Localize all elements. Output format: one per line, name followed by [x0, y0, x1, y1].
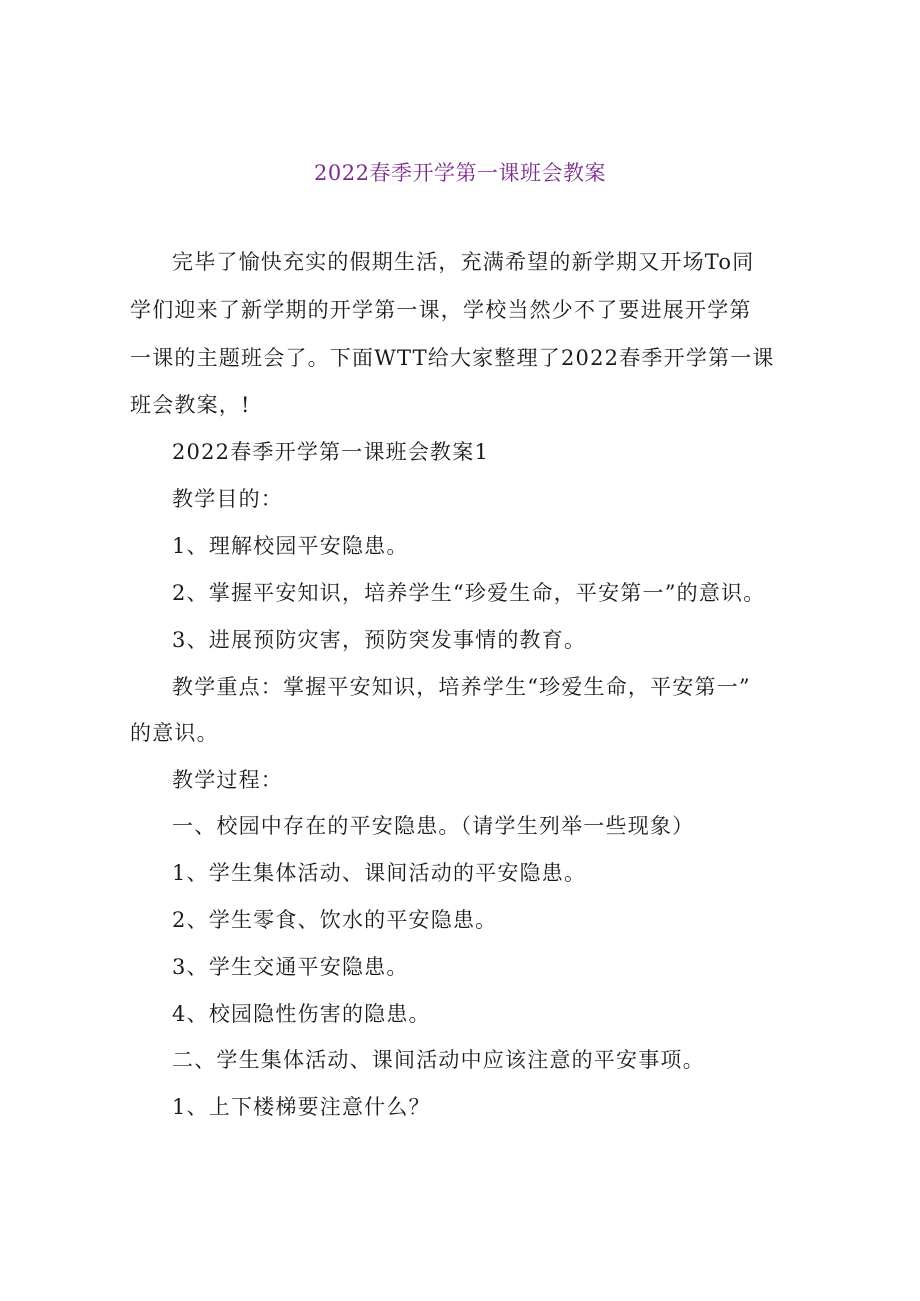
objective-item: 2、掌握平安知识，培养学生“珍爱生命，平安第一”的意识。	[172, 581, 766, 605]
part1-item: 3、学生交通平安隐患。	[172, 955, 409, 979]
intro-line: 学们迎来了新学期的开学第一课，学校当然少不了要进展开学第	[130, 298, 752, 322]
part2-item: 1、上下楼梯要注意什么？	[172, 1095, 431, 1119]
part1-item: 4、校园隐性伤害的隐患。	[172, 1002, 431, 1026]
intro-line: 一课的主题班会了。下面WTT给大家整理了2022春季开学第一课	[130, 346, 775, 370]
part1-title: 一、校园中存在的平安隐患。（请学生列举一些现象）	[172, 814, 695, 838]
objective-item: 1、理解校园平安隐患。	[172, 534, 409, 558]
part1-item: 2、学生零食、饮水的平安隐患。	[172, 908, 498, 932]
objectives-label: 教学目的：	[172, 487, 283, 511]
intro-line: 班会教案，!	[130, 393, 251, 417]
part1-item: 1、学生集体活动、课间活动的平安隐患。	[172, 861, 587, 885]
objective-item: 3、进展预防灾害，预防突发事情的教育。	[172, 628, 587, 652]
intro-line: 完毕了愉快充实的假期生活，充满希望的新学期又开场To同	[172, 250, 755, 274]
key-point-line: 的意识。	[130, 721, 219, 745]
part2-title: 二、学生集体活动、课间活动中应该注意的平安事项。	[172, 1048, 705, 1072]
document-title: 2022春季开学第一课班会教案	[314, 161, 606, 185]
process-label: 教学过程：	[172, 768, 283, 792]
section-heading: 2022春季开学第一课班会教案1	[172, 440, 490, 464]
key-point-line: 教学重点：掌握平安知识，培养学生“珍爱生命，平安第一”	[172, 675, 751, 699]
